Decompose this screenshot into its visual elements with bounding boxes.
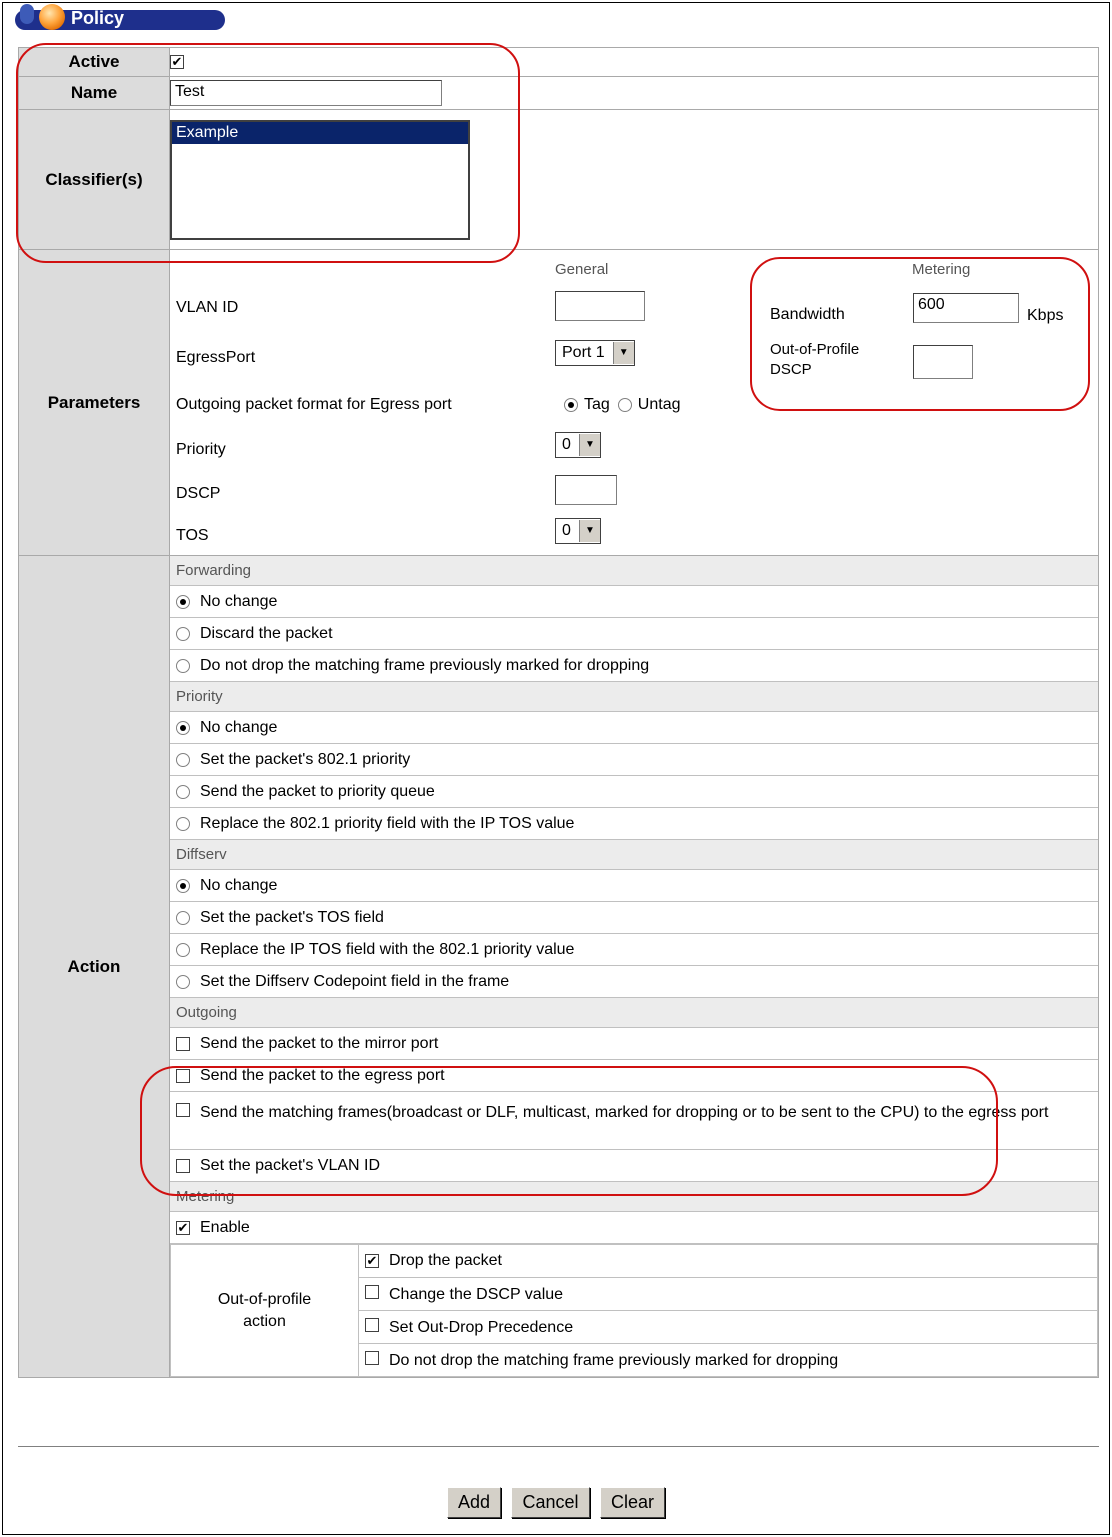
chevron-down-icon: ▼: [579, 520, 600, 542]
oop-dscp-label-line1: Out-of-Profile: [770, 340, 860, 358]
outgoing-heading: Outgoing: [170, 998, 1098, 1028]
outgoing-option[interactable]: [170, 1092, 1098, 1150]
checkbox[interactable]: [176, 1159, 190, 1173]
button-bar: [0, 1487, 1112, 1518]
priority-option[interactable]: [170, 808, 1098, 840]
bandwidth-label: Bandwidth: [770, 305, 845, 323]
metering-heading: Metering: [912, 260, 971, 278]
option-label: Set the Diffserv Codepoint field in the frame: [200, 972, 510, 990]
radio-button[interactable]: [176, 879, 190, 893]
untag-label: Untag: [637, 395, 681, 413]
option-label: Do not drop the matching frame previously marked for dropping: [389, 1351, 839, 1369]
diffserv-option[interactable]: [170, 934, 1098, 966]
egress-select[interactable]: [555, 340, 635, 366]
enable-checkbox[interactable]: ✔: [177, 1219, 189, 1235]
action-label: Action: [19, 556, 170, 1378]
outgoing-option[interactable]: [170, 1028, 1098, 1060]
priority-option[interactable]: [170, 712, 1098, 744]
option-label: Set the packet's 802.1 priority: [200, 750, 411, 768]
radio-button[interactable]: [176, 721, 190, 735]
tag-radio[interactable]: [564, 398, 578, 412]
action-cell: [170, 556, 1099, 1378]
parameters-label: Parameters: [19, 250, 170, 556]
checkbox[interactable]: [365, 1318, 379, 1332]
forwarding-heading: Forwarding: [170, 556, 1098, 586]
tos-select[interactable]: [555, 518, 601, 544]
general-heading: General: [555, 260, 609, 278]
bandwidth-unit: Kbps: [1027, 306, 1064, 324]
option-label: No change: [200, 876, 278, 894]
priority-select-value: 0: [562, 435, 571, 453]
option-label: No change: [200, 718, 278, 736]
egress-select-value: Port 1: [562, 343, 605, 361]
checkbox[interactable]: ✔: [366, 1253, 378, 1268]
option-label: Set the packet's VLAN ID: [200, 1156, 381, 1174]
radio-button[interactable]: [176, 911, 190, 925]
dscp-input[interactable]: [555, 475, 617, 505]
option-label: Do not drop the matching frame previously marked for dropping: [200, 656, 650, 674]
option-label: Set Out-Drop Precedence: [389, 1318, 574, 1336]
divider: [18, 1446, 1099, 1447]
radio-button[interactable]: [176, 595, 190, 609]
section-header: [15, 4, 225, 30]
option-label: Replace the 802.1 priority field with the IP TOS value: [200, 814, 575, 832]
radio-button[interactable]: [176, 659, 190, 673]
header-bar-cap: [20, 4, 34, 24]
tos-label: TOS: [176, 526, 209, 544]
classifier-option[interactable]: Example: [172, 122, 468, 144]
diffserv-option[interactable]: [170, 966, 1098, 998]
forwarding-option[interactable]: [170, 618, 1098, 650]
option-label: Send the packet to the mirror port: [200, 1034, 439, 1052]
diffserv-option[interactable]: [170, 902, 1098, 934]
option-label: Set the packet's TOS field: [200, 908, 384, 926]
oop-label-line1: Out-of-profile: [217, 1290, 312, 1308]
priority-option[interactable]: [170, 744, 1098, 776]
tos-select-value: 0: [562, 521, 571, 539]
untag-radio[interactable]: [618, 398, 632, 412]
checkbox[interactable]: [176, 1069, 190, 1083]
radio-button[interactable]: [176, 817, 190, 831]
name-label: Name: [19, 77, 170, 110]
priority-select[interactable]: [555, 432, 601, 458]
radio-button[interactable]: [176, 785, 190, 799]
priority-option[interactable]: [170, 776, 1098, 808]
active-label: Active: [19, 48, 170, 77]
tag-label: Tag: [584, 395, 610, 413]
chevron-down-icon: ▼: [613, 342, 634, 364]
orb-icon: [39, 4, 65, 30]
outgoing-option[interactable]: [170, 1150, 1098, 1182]
checkbox[interactable]: [365, 1285, 379, 1299]
vlan-input[interactable]: [555, 291, 645, 321]
oop-dscp-input[interactable]: [913, 345, 973, 379]
radio-button[interactable]: [176, 753, 190, 767]
active-checkbox[interactable]: ✔: [171, 54, 183, 69]
policy-form: [18, 47, 1099, 1378]
outgoing-option[interactable]: [170, 1060, 1098, 1092]
radio-button[interactable]: [176, 943, 190, 957]
outgoing-format-label: Outgoing packet format for Egress port: [176, 395, 452, 413]
classifier-label: Classifier(s): [19, 110, 170, 250]
format-radio-group: [564, 396, 681, 414]
clear-button[interactable]: Clear: [600, 1487, 665, 1518]
option-label: Send the matching frames(broadcast or DLF, multicast, marked for dropping or to be sent to the CPU) to the egress port: [200, 1104, 1049, 1121]
option-label: Enable: [200, 1218, 250, 1236]
parameters-cell: [170, 250, 1099, 556]
oop-label-line2: action: [243, 1312, 286, 1330]
metering-enable-option[interactable]: [170, 1212, 1098, 1244]
name-input[interactable]: Test: [170, 80, 442, 106]
option-label: Change the DSCP value: [389, 1285, 564, 1303]
classifier-listbox[interactable]: [170, 120, 470, 240]
option-label: Send the packet to the egress port: [200, 1066, 445, 1084]
diffserv-heading: Diffserv: [170, 840, 1098, 870]
oop-option[interactable]: [359, 1311, 1098, 1344]
bandwidth-input[interactable]: 600: [913, 293, 1019, 323]
forwarding-option[interactable]: [170, 650, 1098, 682]
oop-option[interactable]: [359, 1278, 1098, 1311]
oop-dscp-label-line2: DSCP: [770, 360, 812, 378]
option-label: Discard the packet: [200, 624, 333, 642]
option-label: No change: [200, 592, 278, 610]
add-button[interactable]: Add: [447, 1487, 501, 1518]
metering-heading-action: Metering: [170, 1182, 1098, 1212]
forwarding-option[interactable]: [170, 586, 1098, 618]
oop-option[interactable]: [359, 1344, 1098, 1377]
oop-action-label: [171, 1245, 359, 1377]
checkbox[interactable]: [365, 1351, 379, 1365]
name-cell: [170, 77, 1099, 110]
priority-heading: Priority: [170, 682, 1098, 712]
vlan-label: VLAN ID: [176, 298, 239, 316]
egress-label: EgressPort: [176, 348, 256, 366]
priority-label: Priority: [176, 440, 226, 458]
oop-option[interactable]: [359, 1245, 1098, 1278]
option-label: Replace the IP TOS field with the 802.1 priority value: [200, 940, 575, 958]
page-title: Policy: [71, 8, 125, 28]
oop-action-table: [170, 1244, 1098, 1377]
active-cell: [170, 48, 1099, 77]
option-label: Send the packet to priority queue: [200, 782, 435, 800]
radio-button[interactable]: [176, 975, 190, 989]
option-label: Drop the packet: [389, 1252, 502, 1269]
radio-button[interactable]: [176, 627, 190, 641]
checkbox[interactable]: [176, 1037, 190, 1051]
diffserv-option[interactable]: [170, 870, 1098, 902]
dscp-label: DSCP: [176, 484, 221, 502]
classifier-cell: [170, 110, 1099, 250]
cancel-button[interactable]: Cancel: [511, 1487, 589, 1518]
checkbox[interactable]: [176, 1103, 190, 1117]
chevron-down-icon: ▼: [579, 434, 600, 456]
